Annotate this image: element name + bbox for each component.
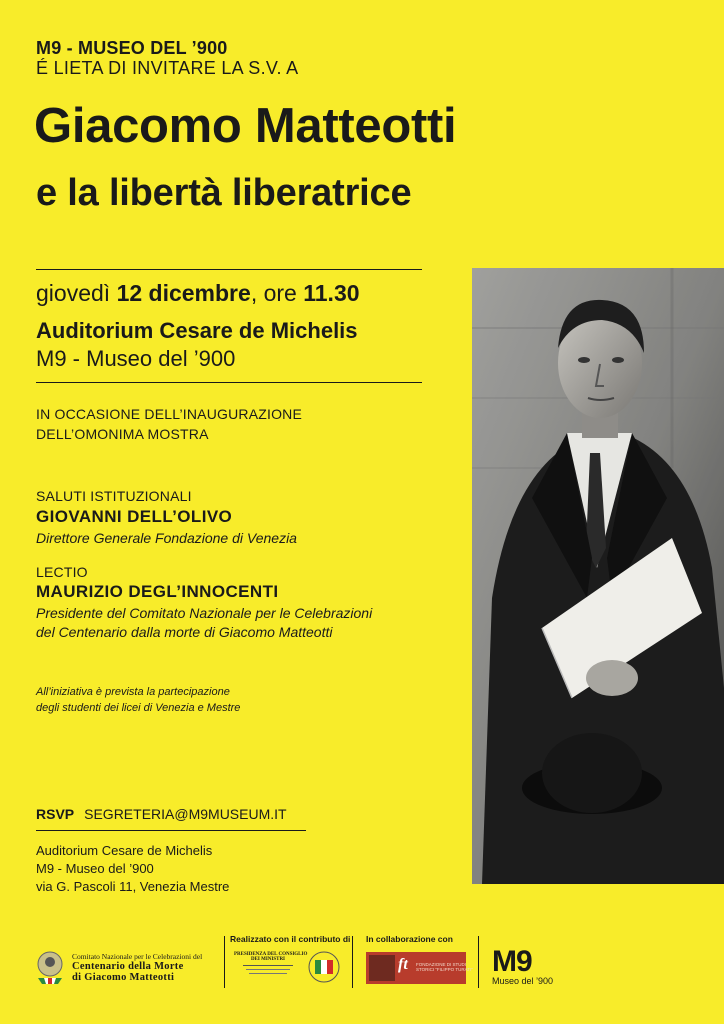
footer-divider — [478, 936, 479, 988]
committee-line3: di Giacomo Matteotti — [72, 972, 175, 983]
anniversary-emblem-icon — [306, 950, 342, 984]
lectio-speaker-role — [36, 604, 372, 642]
lectio-label: LECTIO — [36, 564, 88, 580]
occasion-line: DELL’OMONIMA MOSTRA — [36, 426, 209, 442]
note-line: All’iniziativa è prevista la partecipazione — [36, 686, 230, 698]
greetings-label: SALUTI ISTITUZIONALI — [36, 488, 192, 504]
lectio-role-line: del Centenario dalla morte di Giacomo Matteotti — [36, 624, 333, 640]
rsvp-line — [36, 806, 287, 822]
pcm-line2: DEI MINISTRI — [250, 957, 286, 962]
committee-logo — [34, 948, 219, 988]
event-date — [36, 280, 360, 307]
venue-place: M9 - Museo del ’900 — [36, 346, 236, 371]
event-time: 11.30 — [303, 280, 360, 306]
address-line: M9 - Museo del ’900 — [36, 861, 154, 876]
committee-line2: Centenario della Morte — [72, 961, 184, 972]
date-prefix: giovedì — [36, 280, 117, 306]
museum-header: M9 - MUSEO DEL ’900 — [36, 38, 228, 58]
venue-name: Auditorium Cesare de Michelis — [36, 318, 358, 343]
participation-note — [36, 684, 240, 716]
turati-line2: STORICI “FILIPPO TURATI” — [416, 967, 473, 972]
footer-divider — [352, 936, 353, 988]
m9-caption: Museo del ’900 — [492, 976, 554, 986]
matteotti-medallion-icon — [34, 950, 66, 986]
greetings-speaker-name: GIOVANNI DELL’OLIVO — [36, 507, 233, 526]
rsvp-underline — [36, 830, 306, 831]
lectio-role-line: Presidente del Comitato Nazionale per le Celebrazioni — [36, 605, 373, 621]
m9-logo — [492, 945, 554, 986]
date-day: 12 dicembre — [116, 280, 251, 306]
note-line: degli studenti dei licei di Venezia e Mestre — [36, 702, 241, 714]
pcm-logo — [234, 952, 308, 974]
matteotti-portrait-photo — [472, 268, 724, 884]
lectio-speaker-name: MAURIZIO DEGL’INNOCENTI — [36, 582, 279, 601]
contribution-label: Realizzato con il contributo di — [230, 934, 351, 944]
greetings-speaker-role: Direttore Generale Fondazione di Venezia — [36, 530, 297, 546]
turati-foundation-logo: ft FONDAZIONE DI STUDI STORICI “FILIPPO TURATI” — [366, 952, 466, 984]
divider-top — [36, 269, 422, 270]
address-line: via G. Pascoli 11, Venezia Mestre — [36, 879, 230, 894]
committee-line1: Comitato Nazionale per le Celebrazioni del — [72, 952, 203, 961]
m9-mark: M9 — [492, 945, 532, 978]
address-line: Auditorium Cesare de Michelis — [36, 843, 213, 858]
pcm-line1: PRESIDENZA DEL CONSIGLIO — [234, 952, 308, 957]
turati-line1: FONDAZIONE DI STUDI — [416, 962, 467, 967]
footer-divider — [224, 936, 225, 988]
divider-bottom — [36, 382, 422, 383]
occasion-line: IN OCCASIONE DELL’INAUGURAZIONE — [36, 406, 303, 422]
rsvp-label: RSVP — [36, 806, 75, 822]
invite-line: É LIETA DI INVITARE LA S.V. A — [36, 58, 299, 78]
rsvp-email-link[interactable]: SEGRETERIA@M9MUSEUM.IT — [84, 806, 287, 822]
event-title: Giacomo Matteotti — [34, 99, 457, 153]
event-subtitle: e la libertà liberatrice — [36, 172, 412, 214]
turati-portrait-icon — [369, 955, 395, 981]
collaboration-label: In collaborazione con — [366, 934, 453, 944]
address-block — [36, 842, 229, 896]
occasion-text — [36, 404, 302, 444]
date-mid: , ore — [250, 280, 304, 306]
